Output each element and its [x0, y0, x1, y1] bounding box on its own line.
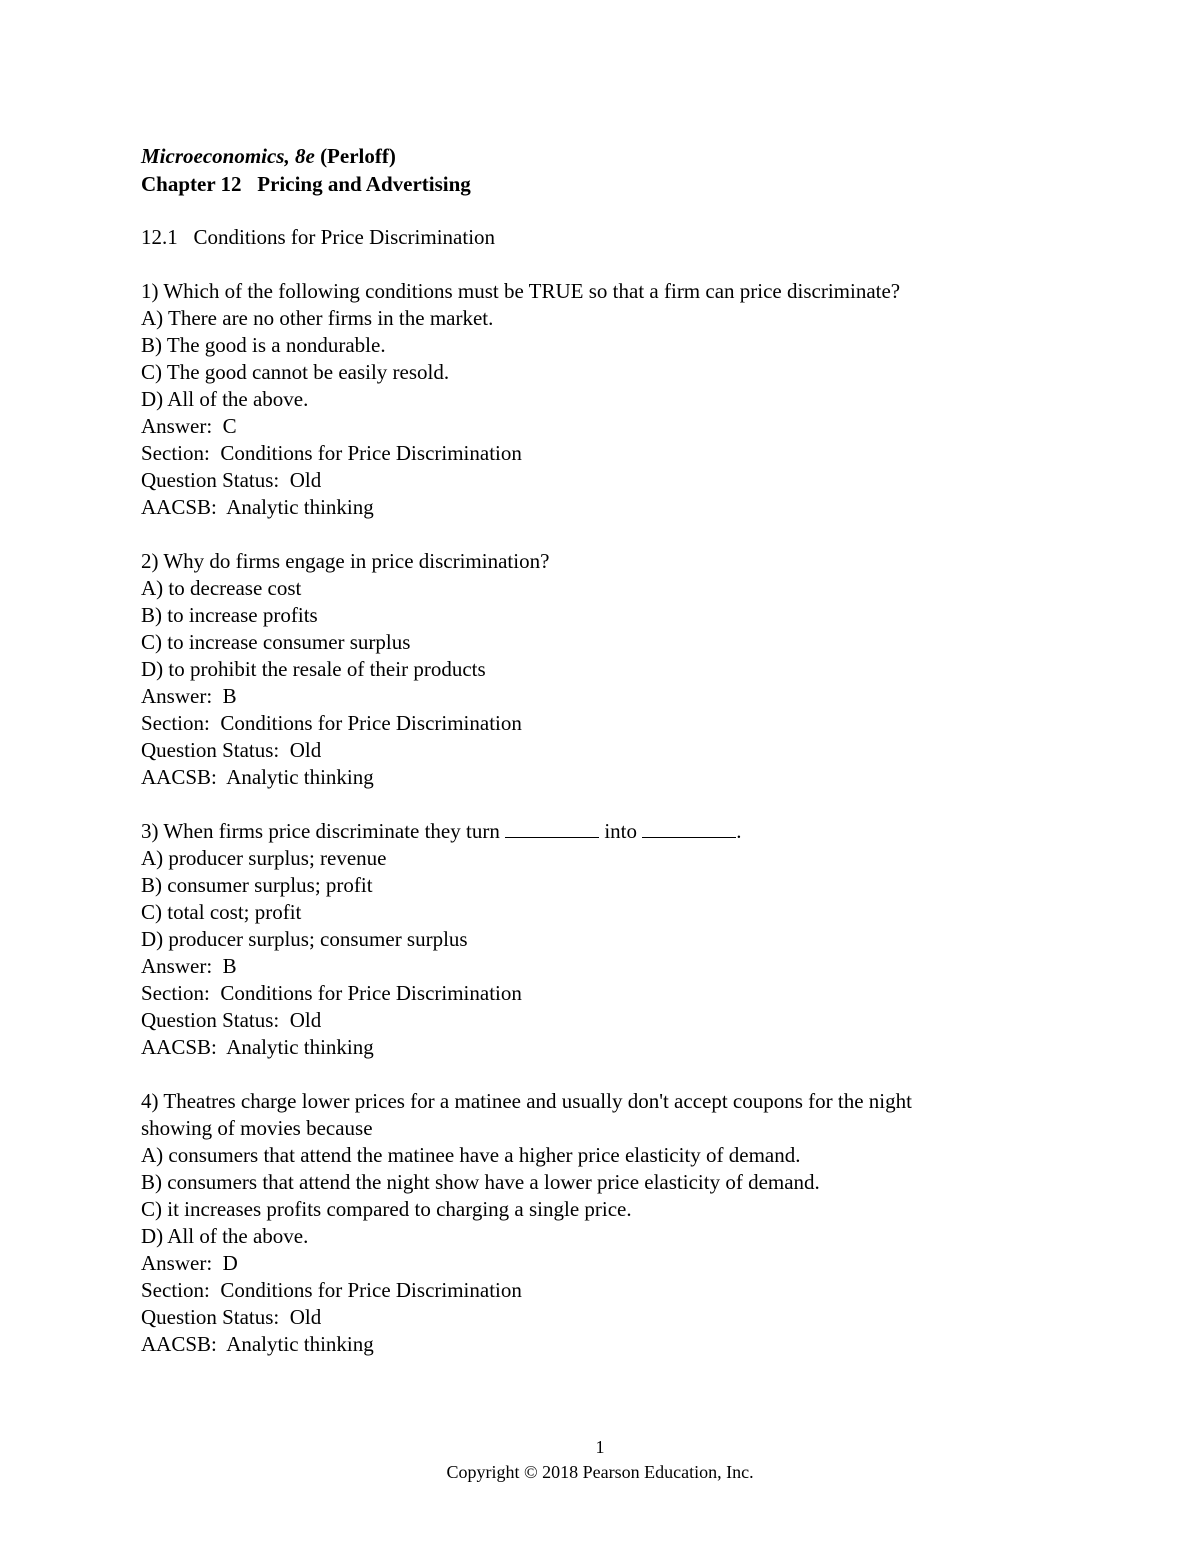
aacsb-tag: AACSB: Analytic thinking: [141, 765, 374, 789]
aacsb-tag: AACSB: Analytic thinking: [141, 1035, 374, 1059]
answer-option-a: A) to decrease cost: [141, 576, 302, 600]
page-content: [141, 142, 1061, 1358]
aacsb-tag: AACSB: Analytic thinking: [141, 495, 374, 519]
book-title: Microeconomics, 8e: [141, 144, 315, 168]
chapter-title: Chapter 12 Pricing and Advertising: [141, 172, 471, 196]
fill-in-blank-1: [505, 819, 599, 838]
question-2: [141, 548, 1061, 791]
question-4: [141, 1088, 1061, 1358]
question-status: Question Status: Old: [141, 1305, 322, 1329]
book-title-line: [141, 142, 1061, 170]
stem-part-3: .: [736, 819, 742, 843]
answer-option-c: C) The good cannot be easily resold.: [141, 360, 450, 384]
question-status: Question Status: Old: [141, 738, 322, 762]
answer-option-d: D) producer surplus; consumer surplus: [141, 927, 468, 951]
answer-option-b: B) consumer surplus; profit: [141, 873, 373, 897]
answer-option-a: A) producer surplus; revenue: [141, 846, 387, 870]
question-stem-line-1: 4) Theatres charge lower prices for a matinee and usually don't accept coupons for the night: [141, 1089, 912, 1113]
answer-option-d: D) to prohibit the resale of their products: [141, 657, 486, 681]
answer-option-a: A) There are no other firms in the market.: [141, 306, 494, 330]
answer-option-c: C) to increase consumer surplus: [141, 630, 411, 654]
fill-in-blank-2: [642, 819, 736, 838]
stem-part-2: into: [599, 819, 643, 843]
answer-option-b: B) consumers that attend the night show have a lower price elasticity of demand.: [141, 1170, 820, 1194]
question-status: Question Status: Old: [141, 468, 322, 492]
answer-option-c: C) total cost; profit: [141, 900, 302, 924]
answer-option-d: D) All of the above.: [141, 1224, 309, 1248]
book-author: (Perloff): [320, 144, 396, 168]
answer-key: Answer: D: [141, 1251, 238, 1275]
question-3: [141, 818, 1061, 1061]
question-status: Question Status: Old: [141, 1008, 322, 1032]
answer-option-b: B) to increase profits: [141, 603, 318, 627]
answer-key: Answer: C: [141, 414, 237, 438]
answer-option-c: C) it increases profits compared to charging a single price.: [141, 1197, 632, 1221]
question-section: Section: Conditions for Price Discrimination: [141, 981, 522, 1005]
question-section: Section: Conditions for Price Discrimination: [141, 711, 522, 735]
answer-key: Answer: B: [141, 954, 237, 978]
question-section: Section: Conditions for Price Discrimination: [141, 1278, 522, 1302]
stem-part-1: 3) When firms price discriminate they turn: [141, 819, 506, 843]
question-stem: 2) Why do firms engage in price discrimination?: [141, 549, 550, 573]
page-number: 1: [595, 1437, 605, 1457]
section-heading: 12.1 Conditions for Price Discrimination: [141, 225, 496, 249]
question-section: Section: Conditions for Price Discrimination: [141, 441, 522, 465]
aacsb-tag: AACSB: Analytic thinking: [141, 1332, 374, 1356]
question-stem: 1) Which of the following conditions must be TRUE so that a firm can price discriminate?: [141, 279, 901, 303]
answer-option-a: A) consumers that attend the matinee have a higher price elasticity of demand.: [141, 1143, 801, 1167]
question-stem: [141, 818, 1061, 845]
copyright-notice: Copyright © 2018 Pearson Education, Inc.: [446, 1462, 754, 1482]
answer-option-b: B) The good is a nondurable.: [141, 333, 386, 357]
question-1: [141, 278, 1061, 521]
answer-option-d: D) All of the above.: [141, 387, 309, 411]
question-stem-line-2: showing of movies because: [141, 1116, 373, 1140]
answer-key: Answer: B: [141, 684, 237, 708]
